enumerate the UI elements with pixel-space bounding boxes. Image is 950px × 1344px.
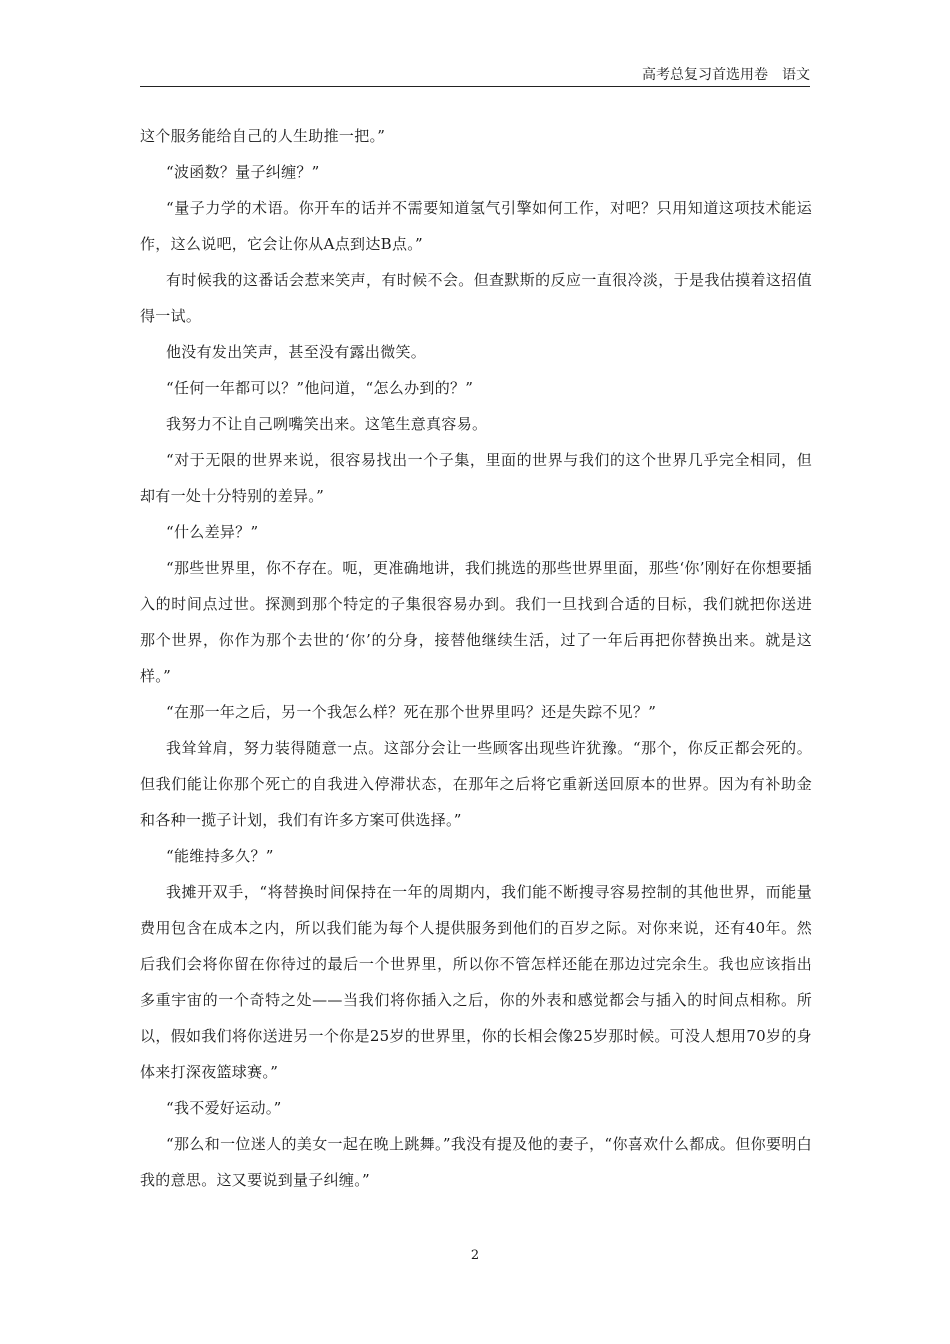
paragraph-6: “任何一年都可以？”他问道，“怎么办到的？” [166, 379, 474, 397]
header-title: 高考总复习首选用卷 语文 [642, 67, 810, 83]
paragraph-9: “什么差异？” [166, 523, 259, 541]
paragraph-13: “能维持多久？” [166, 847, 274, 865]
paragraph-7: 我努力不让自己咧嘴笑出来。这笔生意真容易。 [166, 415, 488, 433]
paragraph-15: “我不爱好运动。” [166, 1099, 282, 1117]
paragraph-16: “那么和一位迷人的美女一起在晚上跳舞。”我没有提及他的妻子，“你喜欢什么都成。但你要明白我的意思。这又要说到量子纠缠。” [140, 1135, 812, 1189]
paragraph-1: 这个服务能给自己的人生助推一把。” [140, 127, 386, 145]
paragraph-11: “在那一年之后，另一个我怎么样？死在那个世界里吗？还是失踪不见？” [166, 703, 657, 721]
paragraph-12: 我耸耸肩，努力装得随意一点。这部分会让一些顾客出现些许犹豫。“那个，你反正都会死的。但我们能让你那个死亡的自我进入停滞状态，在那年之后将它重新送回原本的世界。因为有补助金和各种一揽子计划，我们有许多方案可供选择。” [140, 739, 812, 829]
paragraph-5: 他没有发出笑声，甚至没有露出微笑。 [166, 343, 427, 361]
paragraph-10: “那些世界里，你不存在。呃，更准确地讲，我们挑选的那些世界里面，那些‘你’刚好在你想要插入的时间点过世。探测到那个特定的子集很容易办到。我们一旦找到合适的目标，我们就把你送进那个世界，你作为那个去世的‘你’的分身，接替他继续生活，过了一年后再把你替换出来。就是这样。” [140, 559, 812, 685]
paragraph-2: “波函数？量子纠缠？” [166, 163, 320, 181]
page-number: 2 [470, 1248, 480, 1263]
paragraph-3: “量子力学的术语。你开车的话并不需要知道氢气引擎如何工作，对吧？只用知道这项技术能运作，这么说吧，它会让你从A点到达B点。” [140, 199, 812, 253]
page-header [140, 66, 810, 87]
paragraph-8: “对于无限的世界来说，很容易找出一个子集，里面的世界与我们的这个世界几乎完全相同，但却有一处十分特别的差异。” [140, 451, 812, 505]
paragraph-4: 有时候我的这番话会惹来笑声，有时候不会。但查默斯的反应一直很冷淡，于是我估摸着这招值得一试。 [140, 271, 812, 325]
paragraph-14: 我摊开双手，“将替换时间保持在一年的周期内，我们能不断搜寻容易控制的其他世界，而能量费用包含在成本之内，所以我们能为每个人提供服务到他们的百岁之际。对你来说，还有40年。然后我们会将你留在你待过的最后一个世界里，所以你不管怎样还能在那边过完余生。我也应该指出多重宇宙的一个奇特之处——当我们将你插入之后，你的外表和感觉都会与插入的时间点相称。所以，假如我们将你送进另一个你是25岁的世界里，你的长相会像25岁那时候。可没人想用70岁的身体来打深夜篮球赛。” [140, 883, 812, 1081]
article-body [140, 118, 812, 1198]
